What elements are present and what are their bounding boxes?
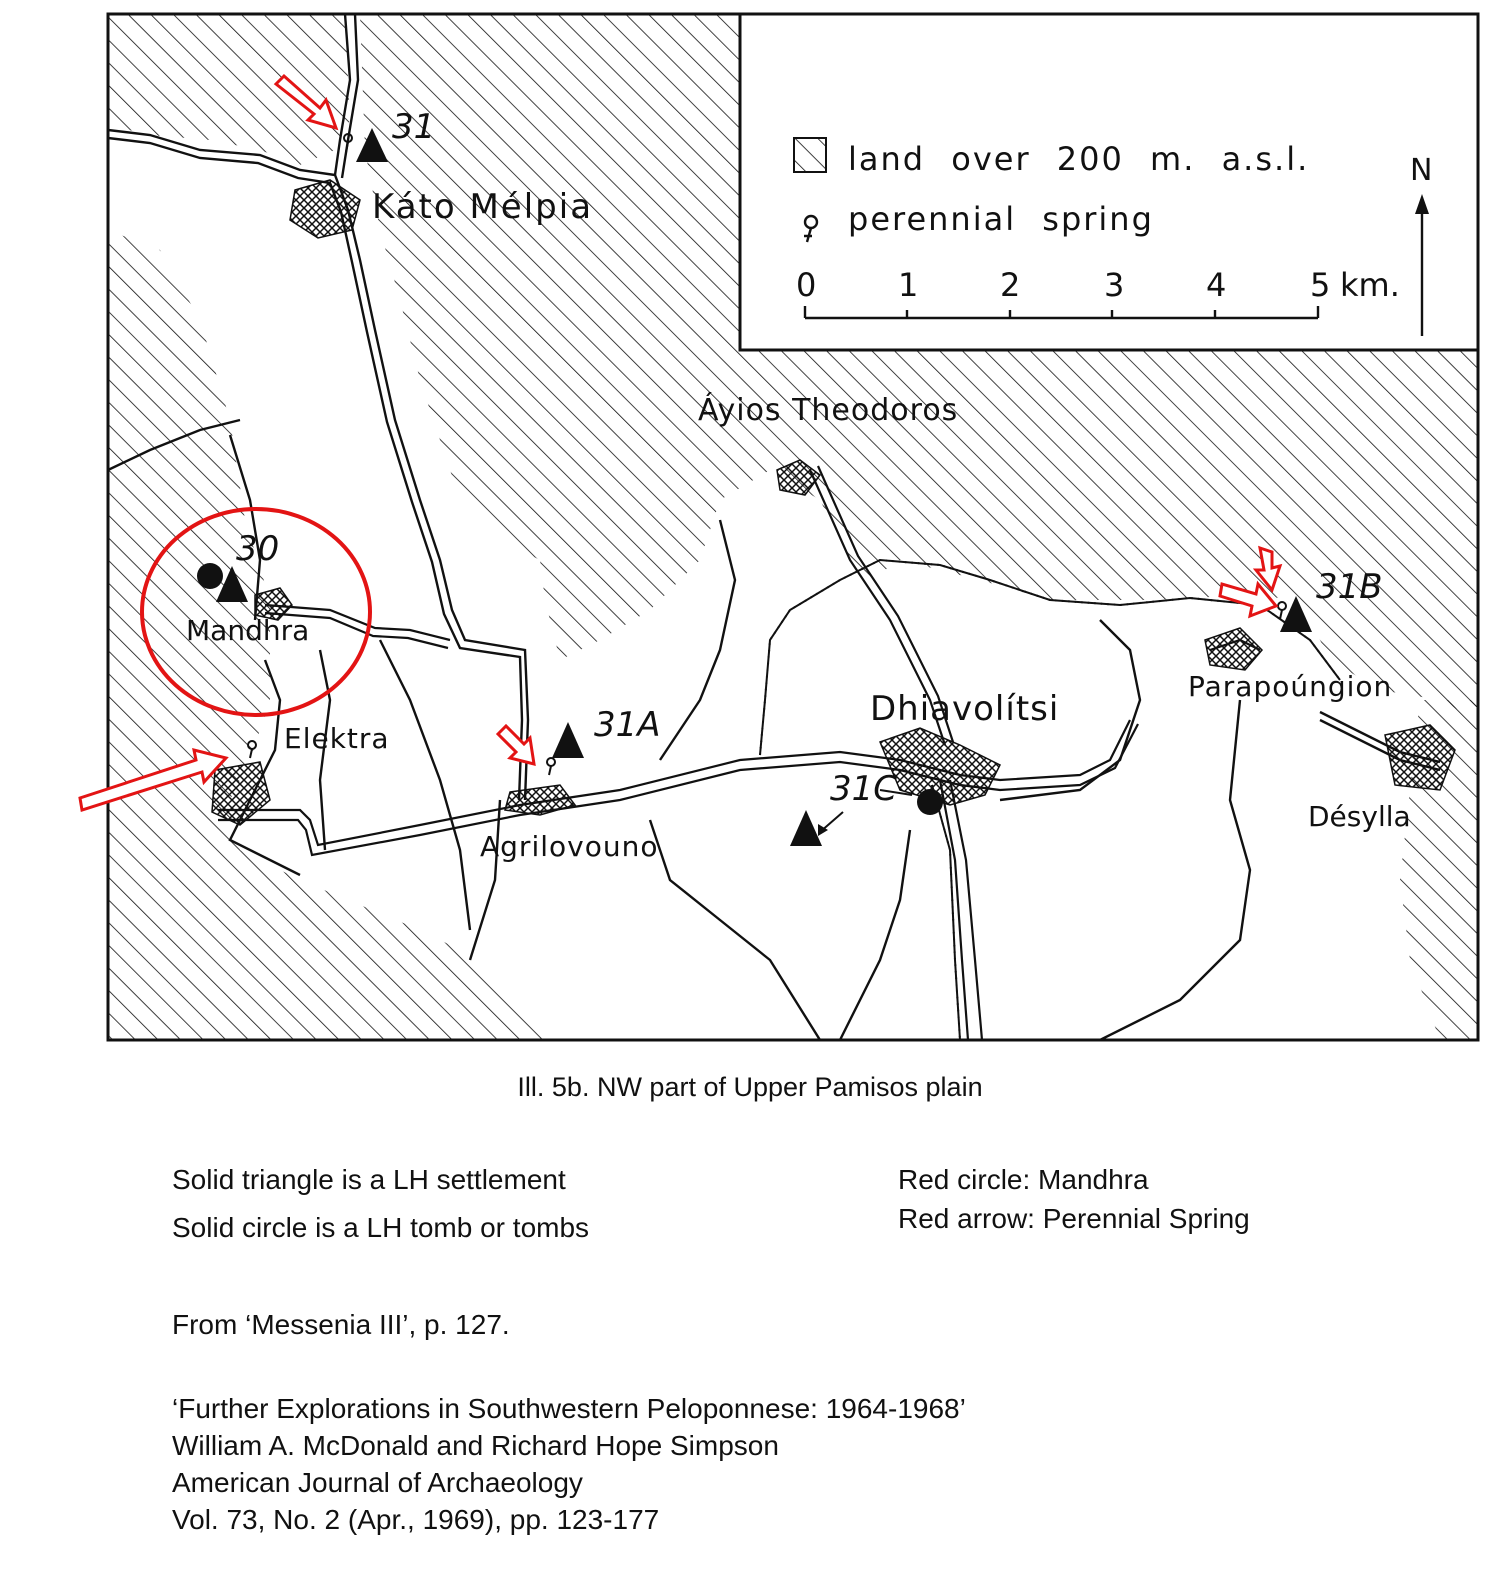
key-left — [172, 1156, 589, 1252]
scale-tick-1: 1 — [898, 266, 919, 304]
settlement-marker-31c — [790, 810, 822, 846]
place-mandhra: Mandhra — [186, 614, 310, 647]
scale-tick-3: 3 — [1104, 266, 1125, 304]
place-desylla: Désylla — [1308, 800, 1411, 833]
scale-tick-4: 4 — [1206, 266, 1227, 304]
place-kato-melpia: Káto Mélpia — [372, 187, 594, 227]
key-circle: Solid circle is a LH tomb or tombs — [172, 1212, 590, 1243]
source-journal: American Journal of Archaeology — [172, 1467, 583, 1498]
site-label-31a: 31A — [594, 705, 661, 745]
site-label-31: 31 — [392, 107, 436, 147]
place-elektra: Elektra — [284, 722, 390, 755]
settlement-marker-31a — [552, 722, 584, 758]
tomb-marker-31c — [917, 789, 943, 815]
place-agrilovouno: Agrilovouno — [480, 830, 659, 863]
place-ayios-theodoros: Áyios Theodoros — [698, 393, 959, 428]
site-label-30: 30 — [236, 529, 280, 569]
key-right — [898, 1160, 1250, 1238]
source-authors: William A. McDonald and Richard Hope Simpson — [172, 1430, 779, 1461]
legend-spring-label: perennial spring — [848, 200, 1154, 238]
north-label: N — [1410, 153, 1433, 188]
scale-unit: km. — [1340, 266, 1400, 304]
place-dhiavolitsi: Dhiavolítsi — [870, 689, 1060, 729]
source-citation — [172, 1390, 966, 1538]
legend-hatch-label: land over 200 m. a.s.l. — [848, 140, 1310, 178]
source-volume: Vol. 73, No. 2 (Apr., 1969), pp. 123-177 — [172, 1504, 660, 1535]
scale-tick-0: 0 — [796, 266, 817, 304]
key-triangle: Solid triangle is a LH settlement — [172, 1164, 566, 1195]
tomb-marker-30 — [197, 563, 223, 589]
hatch-swatch — [794, 138, 826, 172]
key-red-arrow: Red arrow: Perennial Spring — [898, 1203, 1250, 1234]
source-from — [172, 1306, 510, 1343]
source-title: ‘Further Explorations in Southwestern Peloponnese: 1964-1968’ — [172, 1393, 966, 1424]
site-label-31c: 31C — [830, 769, 898, 809]
place-parapoungion: Parapoúngion — [1188, 670, 1393, 703]
source-from-line: From ‘Messenia III’, p. 127. — [172, 1309, 510, 1340]
scale-tick-5: 5 — [1310, 266, 1331, 304]
site-label-31b: 31B — [1316, 567, 1383, 607]
scale-tick-2: 2 — [1000, 266, 1021, 304]
figure-caption: Ill. 5b. NW part of Upper Pamisos plain — [517, 1072, 983, 1102]
key-red-circle: Red circle: Mandhra — [898, 1164, 1149, 1195]
